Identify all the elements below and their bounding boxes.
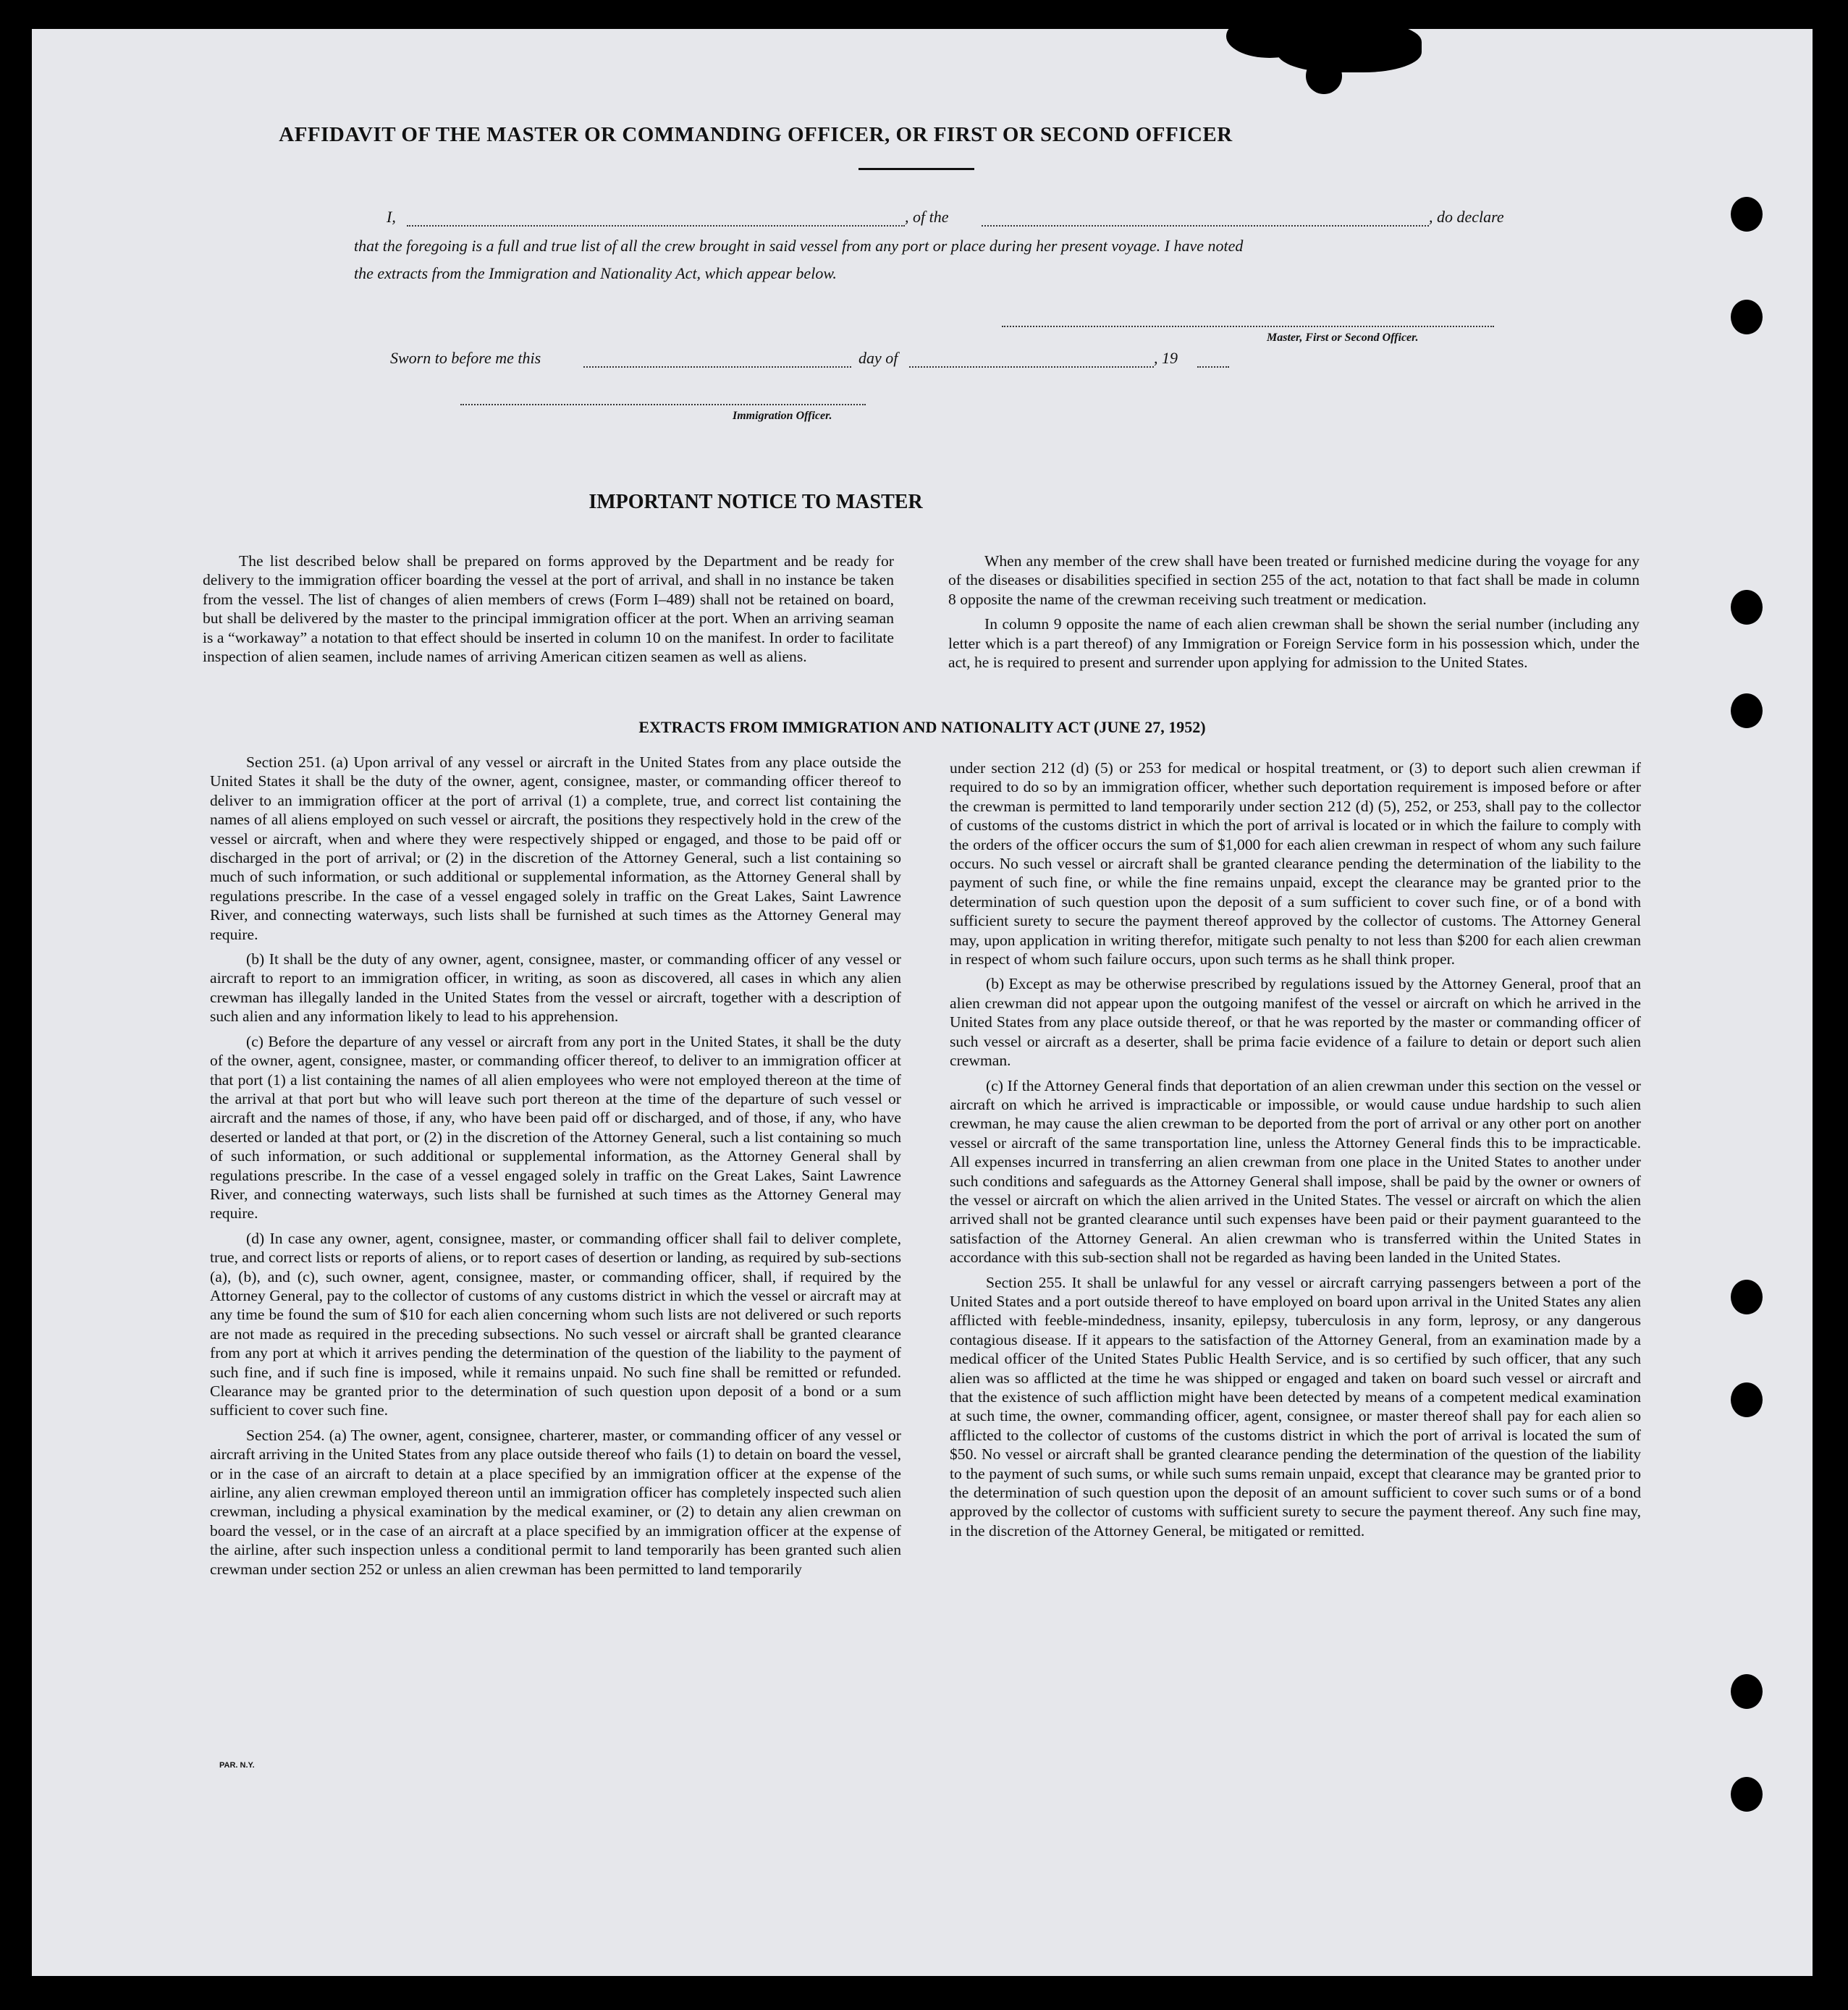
day-of-label: day of: [858, 349, 898, 367]
ink-blot: [1306, 58, 1342, 94]
punch-hole: [1731, 590, 1763, 625]
extracts-heading: EXTRACTS FROM IMMIGRATION AND NATIONALITY ACT (JUNE 27, 1952): [638, 718, 1206, 736]
printer-mark: PAR. N.Y.: [219, 1761, 255, 1770]
section-254a-continued-paragraph: under section 212 (d) (5) or 253 for medical or hospital treatment, or (3) to deport such alien crewman if required to do so by an immigration officer, whether such deportation requirement is imposed before or after the crewman is permitted to land temporarily under section 212 (d) (5), 252, or 253, shall pay to the collector of customs of the customs district in which the port of arrival is located or in which the failure to comply with the orders of the officer occurs the sum of $1,000 for each alien crewman in respect of whom any such failure occurs. No such vessel or aircraft shall be granted clearance pending the determination of the liability to the payment of such fine, or while the fine remains unpaid, except the clearance may be granted prior to the determination of such question upon the deposit of a sum sufficient to cover such fine, or of a bond with sufficient surety to secure the payment thereof approved by the collector of customs. The Attorney General may, upon application in writing therefor, mitigate such penalty to not less than $200 for each alien crewman in respect of whom such failure occurs, upon such terms as he shall think proper.: [950, 759, 1641, 968]
ink-blot: [1277, 29, 1422, 72]
section-251b-paragraph: (b) It shall be the duty of any owner, agent, consignee, master, or commanding officer of any vessel or aircraft to report to an immigration officer, in writing, as soon as discovered, all cases in which any alien crewman has illegally landed in the United States from the vessel or aircraft, together with a description of such alien and any information likely to lead to his apprehension.: [210, 950, 901, 1026]
notice-paragraph: In column 9 opposite the name of each alien crewman shall be shown the serial number (including any letter which is a part thereof) of any Immigration or Foreign Service form in his possession which, under the act, he is required to present and surrender upon applying for admission to the United States.: [948, 615, 1640, 672]
master-signature-label: Master, First or Second Officer.: [1267, 332, 1419, 344]
sworn-label: Sworn to before me this: [390, 349, 541, 367]
punch-hole: [1731, 1674, 1763, 1709]
sworn-day-field[interactable]: [583, 366, 851, 368]
name-field[interactable]: [407, 225, 905, 227]
section-255-paragraph: Section 255. It shall be unlawful for any vessel or aircraft carrying passengers between a port of the United States and a port outside thereof to have employed on board upon arrival in the United States any alien afflicted with feeble-mindedness, insanity, epilepsy, tuberculosis in any form, leprosy, or any dangerous contagious disease. If it appears to the satisfaction of the Attorney General, from an examination made by a medical officer of the United States Public Health Service, and is so certified by such officer, that any such alien was so afflicted at the time he was shipped or engaged and taken on board such vessel or aircraft and that the existence of such affliction might have been detected by means of a competent medical examination at such time, the owner, commanding officer, agent, consignee, or master thereof shall pay for each alien so afflicted to the collector of customs of the customs district in which the port of arrival is located the sum of $50. No vessel or aircraft shall be granted clearance pending the determination of the question of the liability to the payment of such sums, or while such sums remain unpaid, except that clearance may be granted prior to the determination of such question upon the deposit of an amount sufficient to cover such sums or of a bond approved by the collector of customs with sufficient surety to secure the payment thereof. Any such fine may, in the discretion of the Attorney General, be mitigated or remitted.: [950, 1273, 1641, 1540]
notice-heading: IMPORTANT NOTICE TO MASTER: [588, 491, 923, 513]
notice-right-column: [948, 552, 1640, 672]
section-254c-paragraph: (c) If the Attorney General finds that deportation of an alien crewman under this section on the vessel or aircraft on which he arrived is impracticable or impossible, or would cause undue hardship to such alien crewman, he may cause the alien crewman to be deported from the port of arrival or any other port on another vessel or aircraft of the same transportation line, unless the Attorney General finds this to be impracticable. All expenses incurred in transferring an alien crewman from one place in the United States to another under such conditions and safeguards as the Attorney General shall impose, shall be paid by the owner or owners of the vessel or aircraft on which the alien arrived in the United States. The vessel or aircraft on which the alien arrived shall not be granted clearance until such expenses have been paid or their payment guaranteed to the satisfaction of the Attorney General. An alien crewman who is transferred within the United States in accordance with this sub-section shall not be regarded as having been landed in the United States.: [950, 1076, 1641, 1267]
section-254a-paragraph: Section 254. (a) The owner, agent, consignee, charterer, master, or commanding officer of any vessel or aircraft arriving in the United States from any place outside thereof who fails (1) to detain on board the vessel, or in the case of an aircraft to detain at a place specified by an immigration officer at the expense of the airline, any alien crewman employed thereon until an immigration officer has completely inspected such alien crewman, including a physical examination by the medical examiner, or (2) to detain any alien crewman on board the vessel, or in the case of an aircraft at a place specified by an immigration officer at the expense of the airline, after such inspection unless a conditional permit to land temporarily has been granted such alien crewman under section 252 or unless an alien crewman has been permitted to land temporarily: [210, 1426, 901, 1578]
declaration-text-line-2: that the foregoing is a full and true list of all the crew brought in said vessel from any port or place during her present voyage. I have noted: [354, 237, 1244, 255]
officer-signature-label: Immigration Officer.: [733, 410, 832, 422]
declaration-of-the-label: , of the: [905, 208, 949, 226]
declaration-do-declare-label: , do declare: [1429, 208, 1504, 226]
section-251a-paragraph: Section 251. (a) Upon arrival of any vessel or aircraft in the United States from any place outside the United States it shall be the duty of the owner, agent, consignee, master, or commanding officer thereof to deliver to an immigration officer at the port of arrival (1) a complete, true, and correct list containing the names of all aliens employed on such vessel or aircraft, the positions they respectively hold in the crew of the vessel or aircraft, when and where they were respectively shipped or engaged, and those to be paid off or discharged in the port of arrival; or (2) in the discretion of the Attorney General, such a list containing so much of such information, or such additional or supplemental information, as the Attorney General shall by regulations prescribe. In the case of a vessel engaged solely in traffic on the Great Lakes, Saint Lawrence River, and connecting waterways, such lists shall be furnished at such times as the Attorney General may require.: [210, 753, 901, 943]
punch-hole: [1731, 1777, 1763, 1812]
officer-signature-line[interactable]: [460, 404, 866, 405]
vessel-field[interactable]: [982, 225, 1429, 227]
document-page: [32, 29, 1813, 1976]
sworn-year-field[interactable]: [1197, 366, 1229, 368]
punch-hole: [1731, 1382, 1763, 1417]
affidavit-title: AFFIDAVIT OF THE MASTER OR COMMANDING OFFICER, OR FIRST OR SECOND OFFICER: [279, 123, 1233, 146]
notice-paragraph: The list described below shall be prepared on forms approved by the Department and be ready for delivery to the immigration officer boarding the vessel at the port of arrival, and shall in no instance be taken from the vessel. The list of changes of alien members of crews (Form I–489) shall not be retained on board, but shall be delivered by the master to the principal immigration officer at the port. When an arriving seaman is a “workaway” a notation to that effect should be inserted in column 10 on the manifest. In order to facilitate inspection of alien seamen, include names of arriving American citizen seamen as well as aliens.: [203, 552, 894, 666]
section-251c-paragraph: (c) Before the departure of any vessel or aircraft from any port in the United States, it shall be the duty of the owner, agent, consignee, master, or commanding officer thereof, to deliver to an immigration officer at that port (1) a list containing the names of all alien employees who were not employed thereon at the time of the arrival at that port but who will leave such port thereon at the time of the departure of such vessel or aircraft and the names of those, if any, who have been paid off or discharged, and of those, if any, who have deserted or landed at that port, or (2) in the discretion of the Attorney General, such a list containing so much of such information, or such additional or supplemental information, as the Attorney General shall by regulations prescribe. In the case of a vessel engaged solely in traffic on the Great Lakes, Saint Lawrence River, and connecting waterways, such lists shall be furnished at such times as the Attorney General may require.: [210, 1032, 901, 1223]
notice-left-column: [203, 552, 894, 666]
punch-hole: [1731, 300, 1763, 334]
title-divider: [858, 168, 974, 170]
declaration-text-line-3: the extracts from the Immigration and Nationality Act, which appear below.: [354, 264, 837, 282]
punch-hole: [1731, 693, 1763, 728]
master-signature-line[interactable]: [1002, 326, 1494, 327]
section-254b-paragraph: (b) Except as may be otherwise prescribed by regulations issued by the Attorney General, proof that an alien crewman did not appear upon the outgoing manifest of the vessel or aircraft on which he arrived in the United States from any place outside thereof, or that he was reported by the master or commanding officer of such vessel or aircraft as a deserter, shall be prima facie evidence of a failure to detain or deport such alien crewman.: [950, 975, 1641, 1070]
punch-hole: [1731, 197, 1763, 232]
year-label: , 19: [1154, 349, 1178, 367]
declaration-i-label: I,: [387, 208, 396, 226]
notice-paragraph: When any member of the crew shall have been treated or furnished medicine during the voyage for any of the diseases or disabilities specified in section 255 of the act, notation to that fact shall be made in column 8 opposite the name of the crewman receiving such treatment or medication.: [948, 552, 1640, 608]
extracts-left-column: [210, 753, 901, 1579]
sworn-month-field[interactable]: [909, 366, 1154, 368]
extracts-right-column: [950, 759, 1641, 1540]
punch-hole: [1731, 1280, 1763, 1314]
section-251d-paragraph: (d) In case any owner, agent, consignee, master, or commanding officer shall fail to deliver complete, true, and correct lists or reports of aliens, or to report cases of desertion or landing, as required by sub-sections (a), (b), and (c), such owner, agent, consignee, master, or commanding officer, shall, if required by the Attorney General, pay to the collector of customs of any customs district in which the vessel or aircraft may at any time be found the sum of $10 for each alien concerning whom such lists are not delivered or such reports are not made as required in the preceding subsections. No such vessel or aircraft shall be granted clearance from any port at which it arrives pending the determination of the question of the liability to the payment of such fine, and if such fine is imposed, while it remains unpaid. No such fine shall be remitted or refunded. Clearance may be granted prior to the determination of such question upon deposit of a bond or a sum sufficient to cover such fine.: [210, 1229, 901, 1419]
